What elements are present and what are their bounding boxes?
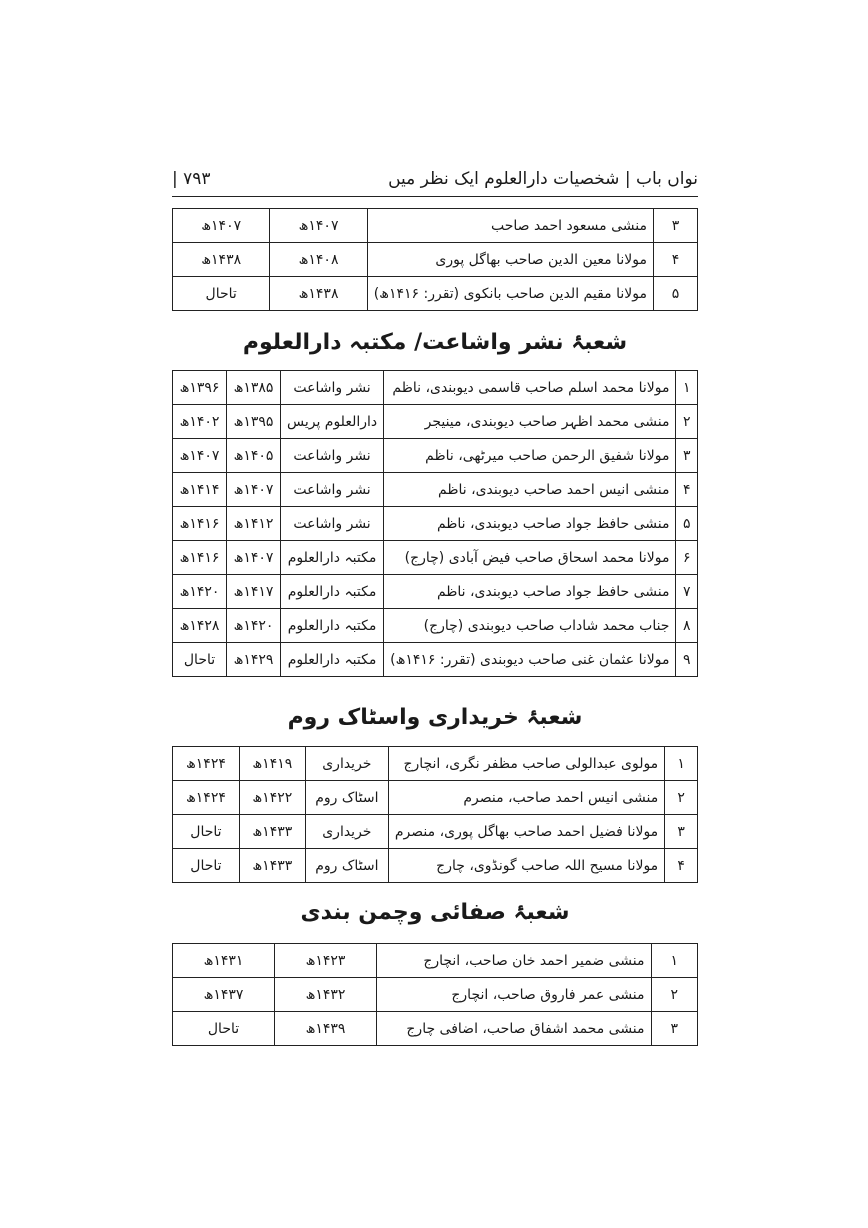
person-name: مولانا شفیق الرحمن صاحب میرٹھی، ناظم bbox=[384, 439, 676, 473]
table-top bbox=[172, 208, 698, 311]
person-name: مولانا فضیل احمد صاحب بھاگل پوری، منصرم bbox=[388, 815, 664, 849]
start-year: ۱۴۰۸ھ bbox=[270, 243, 367, 277]
serial-number: ۶ bbox=[676, 541, 698, 575]
person-name: منشی محمد اظہر صاحب دیوبندی، مینیجر bbox=[384, 405, 676, 439]
serial-number: ۳ bbox=[665, 815, 698, 849]
serial-number: ۹ bbox=[676, 643, 698, 677]
start-year: ۱۴۳۳ھ bbox=[239, 849, 305, 883]
end-year: ۱۴۲۴ھ bbox=[173, 747, 240, 781]
table-row bbox=[173, 815, 698, 849]
table-cleaning bbox=[172, 943, 698, 1046]
person-name: منشی انیس احمد صاحب، منصرم bbox=[388, 781, 664, 815]
table-row bbox=[173, 575, 698, 609]
department: نشر واشاعت bbox=[280, 371, 383, 405]
serial-number: ۴ bbox=[665, 849, 698, 883]
person-name: مولانا معین الدین صاحب بھاگل پوری bbox=[367, 243, 653, 277]
start-year: ۱۴۰۷ھ bbox=[270, 209, 367, 243]
serial-number: ۴ bbox=[676, 473, 698, 507]
serial-number: ۲ bbox=[665, 781, 698, 815]
end-year: ۱۴۲۰ھ bbox=[173, 575, 227, 609]
person-name: منشی عمر فاروق صاحب، انچارج bbox=[377, 978, 652, 1012]
page-number: | ۷۹۳ bbox=[172, 169, 211, 189]
end-year: ۱۴۳۷ھ bbox=[173, 978, 275, 1012]
page-header bbox=[172, 162, 698, 197]
table-row bbox=[173, 541, 698, 575]
person-name: جناب محمد شاداب صاحب دیوبندی (چارج) bbox=[384, 609, 676, 643]
table-row bbox=[173, 473, 698, 507]
person-name: منشی حافظ جواد صاحب دیوبندی، ناظم bbox=[384, 575, 676, 609]
person-name: منشی مسعود احمد صاحب bbox=[367, 209, 653, 243]
table-row bbox=[173, 405, 698, 439]
end-year: ۱۴۰۷ھ bbox=[173, 209, 270, 243]
start-year: ۱۴۰۷ھ bbox=[227, 541, 281, 575]
end-year: تاحال bbox=[173, 643, 227, 677]
end-year: ۱۴۱۶ھ bbox=[173, 507, 227, 541]
end-year: ۱۴۱۴ھ bbox=[173, 473, 227, 507]
table-row bbox=[173, 609, 698, 643]
serial-number: ۵ bbox=[653, 277, 697, 311]
department: اسٹاک روم bbox=[305, 849, 388, 883]
table-row bbox=[173, 439, 698, 473]
table-row bbox=[173, 507, 698, 541]
table-row bbox=[173, 1012, 698, 1046]
table-publication bbox=[172, 370, 698, 677]
table-row bbox=[173, 747, 698, 781]
end-year: ۱۳۹۶ھ bbox=[173, 371, 227, 405]
serial-number: ۷ bbox=[676, 575, 698, 609]
department: نشر واشاعت bbox=[280, 473, 383, 507]
serial-number: ۴ bbox=[653, 243, 697, 277]
start-year: ۱۳۸۵ھ bbox=[227, 371, 281, 405]
table-row bbox=[173, 277, 698, 311]
table-row bbox=[173, 849, 698, 883]
table-row bbox=[173, 643, 698, 677]
department: مکتبہ دارالعلوم bbox=[280, 643, 383, 677]
person-name: مولانا مقیم الدین صاحب بانکوی (تقرر: ۱۴۱۶ھ) bbox=[367, 277, 653, 311]
end-year: ۱۴۳۱ھ bbox=[173, 944, 275, 978]
table-row bbox=[173, 371, 698, 405]
table-purchase bbox=[172, 746, 698, 883]
end-year: تاحال bbox=[173, 1012, 275, 1046]
end-year: تاحال bbox=[173, 277, 270, 311]
department: دارالعلوم پریس bbox=[280, 405, 383, 439]
end-year: ۱۴۱۶ھ bbox=[173, 541, 227, 575]
person-name: منشی ضمیر احمد خان صاحب، انچارج bbox=[377, 944, 652, 978]
start-year: ۱۴۱۲ھ bbox=[227, 507, 281, 541]
table-row bbox=[173, 209, 698, 243]
department: مکتبہ دارالعلوم bbox=[280, 609, 383, 643]
person-name: منشی محمد اشفاق صاحب، اضافی چارج bbox=[377, 1012, 652, 1046]
start-year: ۱۴۳۹ھ bbox=[275, 1012, 377, 1046]
end-year: ۱۴۲۸ھ bbox=[173, 609, 227, 643]
end-year: تاحال bbox=[173, 815, 240, 849]
table-row bbox=[173, 781, 698, 815]
start-year: ۱۴۲۰ھ bbox=[227, 609, 281, 643]
department: نشر واشاعت bbox=[280, 507, 383, 541]
start-year: ۱۴۳۳ھ bbox=[239, 815, 305, 849]
department: نشر واشاعت bbox=[280, 439, 383, 473]
start-year: ۱۴۰۷ھ bbox=[227, 473, 281, 507]
start-year: ۱۴۲۹ھ bbox=[227, 643, 281, 677]
start-year: ۱۴۱۹ھ bbox=[239, 747, 305, 781]
serial-number: ۵ bbox=[676, 507, 698, 541]
start-year: ۱۴۱۷ھ bbox=[227, 575, 281, 609]
start-year: ۱۴۲۳ھ bbox=[275, 944, 377, 978]
serial-number: ۲ bbox=[651, 978, 697, 1012]
start-year: ۱۴۰۵ھ bbox=[227, 439, 281, 473]
end-year: ۱۴۳۸ھ bbox=[173, 243, 270, 277]
table-row bbox=[173, 243, 698, 277]
start-year: ۱۴۲۲ھ bbox=[239, 781, 305, 815]
end-year: ۱۴۲۴ھ bbox=[173, 781, 240, 815]
serial-number: ۱ bbox=[651, 944, 697, 978]
chapter-title: نواں باب | شخصیات دارالعلوم ایک نظر میں bbox=[388, 169, 698, 189]
serial-number: ۱ bbox=[676, 371, 698, 405]
serial-number: ۸ bbox=[676, 609, 698, 643]
department: مکتبہ دارالعلوم bbox=[280, 575, 383, 609]
department: اسٹاک روم bbox=[305, 781, 388, 815]
person-name: منشی انیس احمد صاحب دیوبندی، ناظم bbox=[384, 473, 676, 507]
end-year: ۱۴۰۷ھ bbox=[173, 439, 227, 473]
person-name: مولانا محمد اسحاق صاحب فیض آبادی (چارج) bbox=[384, 541, 676, 575]
serial-number: ۳ bbox=[676, 439, 698, 473]
person-name: منشی حافظ جواد صاحب دیوبندی، ناظم bbox=[384, 507, 676, 541]
person-name: مولانا محمد اسلم صاحب قاسمی دیوبندی، ناظم bbox=[384, 371, 676, 405]
section-title-purchase: شعبۂ خریداری واسٹاک روم bbox=[287, 705, 583, 730]
start-year: ۱۴۳۸ھ bbox=[270, 277, 367, 311]
person-name: مولانا مسیح اللہ صاحب گونڈوی، چارج bbox=[388, 849, 664, 883]
start-year: ۱۴۳۲ھ bbox=[275, 978, 377, 1012]
serial-number: ۳ bbox=[653, 209, 697, 243]
start-year: ۱۳۹۵ھ bbox=[227, 405, 281, 439]
serial-number: ۳ bbox=[651, 1012, 697, 1046]
serial-number: ۲ bbox=[676, 405, 698, 439]
table-row bbox=[173, 978, 698, 1012]
department: خریداری bbox=[305, 815, 388, 849]
end-year: تاحال bbox=[173, 849, 240, 883]
section-title-cleaning: شعبۂ صفائی وچمن بندی bbox=[300, 900, 570, 925]
person-name: مولوی عبدالولی صاحب مظفر نگری، انچارج bbox=[388, 747, 664, 781]
person-name: مولانا عثمان غنی صاحب دیوبندی (تقرر: ۱۴۱۶ھ) bbox=[384, 643, 676, 677]
table-row bbox=[173, 944, 698, 978]
section-title-publication: شعبۂ نشر واشاعت/ مکتبہ دارالعلوم bbox=[242, 330, 628, 355]
serial-number: ۱ bbox=[665, 747, 698, 781]
end-year: ۱۴۰۲ھ bbox=[173, 405, 227, 439]
department: مکتبہ دارالعلوم bbox=[280, 541, 383, 575]
department: خریداری bbox=[305, 747, 388, 781]
